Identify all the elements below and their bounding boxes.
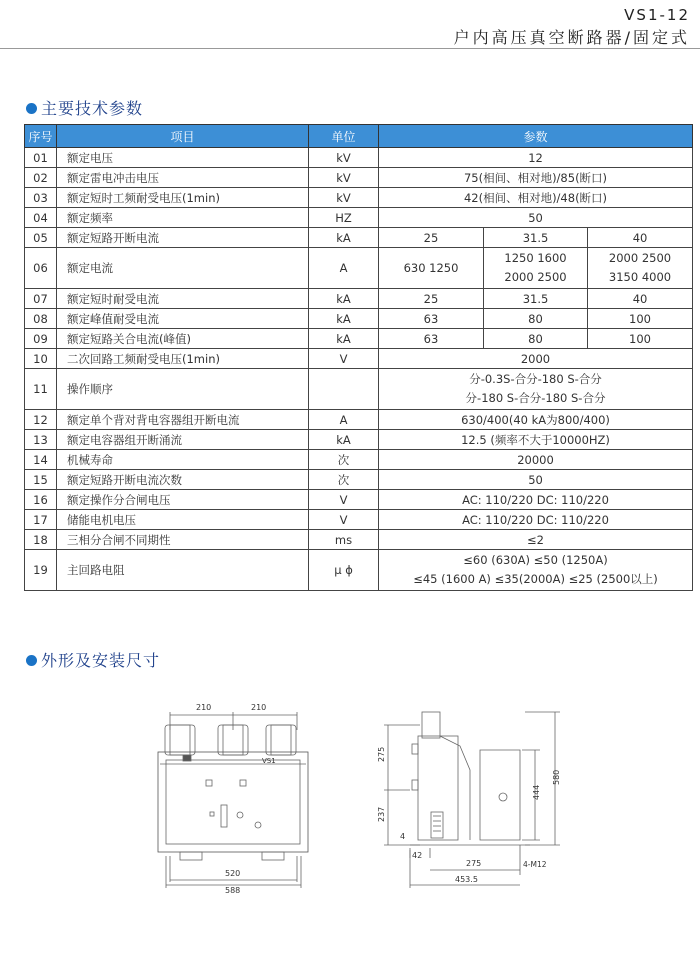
- section-title-text: 外形及安装尺寸: [41, 651, 161, 670]
- dim-42: 42: [412, 851, 423, 860]
- param-line: ≤45 (1600 A) ≤35(2000A) ≤25 (2500以上): [413, 572, 658, 586]
- row-item: 额定频率: [57, 208, 309, 228]
- dim-237: 237: [377, 806, 386, 822]
- row-unit: kV: [309, 168, 379, 188]
- table-row: [25, 530, 693, 550]
- row-param: 75(相间、相对地)/85(断口): [379, 168, 693, 188]
- dim-275-vertical: 275: [377, 746, 386, 762]
- param-line: 1250 1600: [504, 251, 567, 265]
- row-unit: V: [309, 349, 379, 369]
- row-number: 15: [25, 470, 57, 490]
- table-row: [25, 248, 693, 289]
- front-view-drawing: [158, 703, 308, 895]
- row-unit: A: [309, 248, 379, 289]
- table-row: [25, 450, 693, 470]
- row-item: 额定电压: [57, 148, 309, 168]
- row-unit: 次: [309, 450, 379, 470]
- row-number: 17: [25, 510, 57, 530]
- row-unit: kV: [309, 188, 379, 208]
- param-line: ≤60 (630A) ≤50 (1250A): [463, 553, 608, 567]
- row-param: [379, 369, 693, 410]
- row-number: 14: [25, 450, 57, 470]
- dim-4: 4: [400, 832, 406, 841]
- row-number: 11: [25, 369, 57, 410]
- row-item: 额定短时工频耐受电压(1min): [57, 188, 309, 208]
- row-item: 机械寿命: [57, 450, 309, 470]
- row-param: 12.5 (频率不大于10000HZ): [379, 430, 693, 450]
- row-param: 80: [484, 329, 588, 349]
- row-number: 13: [25, 430, 57, 450]
- param-line: 分-180 S-合分-180 S-合分: [465, 391, 606, 405]
- row-number: 09: [25, 329, 57, 349]
- row-item: 额定雷电冲击电压: [57, 168, 309, 188]
- table-row: [25, 329, 693, 349]
- table-row: [25, 309, 693, 329]
- table-row: [25, 410, 693, 430]
- row-param: 80: [484, 309, 588, 329]
- row-param: 20000: [379, 450, 693, 470]
- row-unit: kV: [309, 148, 379, 168]
- table-row: [25, 369, 693, 410]
- row-param: 63: [379, 329, 484, 349]
- spec-table-header: [25, 125, 693, 148]
- row-unit: kA: [309, 329, 379, 349]
- row-item: 三相分合闸不同期性: [57, 530, 309, 550]
- row-number: 07: [25, 289, 57, 309]
- dim-4-m12: 4-M12: [523, 860, 547, 869]
- row-unit: V: [309, 490, 379, 510]
- side-view-drawing: [377, 712, 561, 888]
- dim-444: 444: [532, 784, 541, 800]
- table-row: [25, 208, 693, 228]
- param-line: 3150 4000: [608, 270, 672, 284]
- row-number: 03: [25, 188, 57, 208]
- dim-210-left: 210: [196, 703, 212, 712]
- param-line: 630 1250: [403, 260, 459, 275]
- row-param: 40: [588, 289, 693, 309]
- row-unit: A: [309, 410, 379, 430]
- section-title-specs: [26, 96, 143, 119]
- row-param: 100: [588, 329, 693, 349]
- table-row: [25, 490, 693, 510]
- bullet-icon: [26, 103, 37, 114]
- front-view-label: VS1: [262, 757, 276, 765]
- row-param: 25: [379, 228, 484, 248]
- table-row: [25, 188, 693, 208]
- row-number: 08: [25, 309, 57, 329]
- row-item: 主回路电阻: [57, 550, 309, 591]
- table-row: [25, 550, 693, 591]
- table-row: [25, 470, 693, 490]
- row-param: 12: [379, 148, 693, 168]
- row-number: 04: [25, 208, 57, 228]
- row-item: 额定单个背对背电容器组开断电流: [57, 410, 309, 430]
- row-item: 额定电容器组开断涌流: [57, 430, 309, 450]
- header-divider: [0, 48, 700, 49]
- row-param: 630/400(40 kA为800/400): [379, 410, 693, 430]
- dim-520: 520: [225, 869, 241, 878]
- row-param: AC: 110/220 DC: 110/220: [379, 490, 693, 510]
- table-row: [25, 228, 693, 248]
- row-param: 50: [379, 208, 693, 228]
- row-number: 06: [25, 248, 57, 289]
- row-param: [588, 248, 693, 289]
- dim-453-5: 453.5: [455, 875, 478, 884]
- row-param: [379, 550, 693, 591]
- row-unit: HZ: [309, 208, 379, 228]
- table-row: [25, 510, 693, 530]
- row-item: 额定电流: [57, 248, 309, 289]
- row-number: 10: [25, 349, 57, 369]
- row-item: 储能电机电压: [57, 510, 309, 530]
- table-row: [25, 148, 693, 168]
- row-item: 二次回路工频耐受电压(1min): [57, 349, 309, 369]
- row-param: ≤2: [379, 530, 693, 550]
- bullet-icon: [26, 655, 37, 666]
- page-header: [454, 6, 690, 48]
- product-model: VS1-12: [624, 6, 690, 24]
- dim-588: 588: [225, 886, 241, 895]
- table-row: [25, 168, 693, 188]
- row-param: 50: [379, 470, 693, 490]
- row-item: 操作顺序: [57, 369, 309, 410]
- row-param: 63: [379, 309, 484, 329]
- section-title-text: 主要技术参数: [41, 99, 144, 118]
- row-unit: V: [309, 510, 379, 530]
- dimension-drawings: [0, 680, 700, 910]
- row-number: 05: [25, 228, 57, 248]
- row-unit: ms: [309, 530, 379, 550]
- row-unit: kA: [309, 289, 379, 309]
- row-unit: kA: [309, 309, 379, 329]
- row-unit: 次: [309, 470, 379, 490]
- row-param: 42(相间、相对地)/48(断口): [379, 188, 693, 208]
- row-param: 25: [379, 289, 484, 309]
- row-param: AC: 110/220 DC: 110/220: [379, 510, 693, 530]
- param-line: 2000 2500: [504, 270, 567, 284]
- row-number: 16: [25, 490, 57, 510]
- row-unit: μ ϕ: [309, 550, 379, 591]
- row-item: 额定操作分合闸电压: [57, 490, 309, 510]
- dim-210-right: 210: [251, 703, 267, 712]
- row-param: 2000: [379, 349, 693, 369]
- row-unit: kA: [309, 228, 379, 248]
- row-number: 01: [25, 148, 57, 168]
- col-header-no: 序号: [25, 125, 57, 148]
- dim-275-horizontal: 275: [466, 859, 482, 868]
- row-param: [379, 248, 484, 289]
- row-param: 31.5: [484, 289, 588, 309]
- row-item: 额定短路关合电流(峰值): [57, 329, 309, 349]
- spec-table: [24, 124, 693, 591]
- table-row: [25, 430, 693, 450]
- row-number: 12: [25, 410, 57, 430]
- row-number: 02: [25, 168, 57, 188]
- row-param: 31.5: [484, 228, 588, 248]
- product-subtitle: 户内高压真空断路器/固定式: [453, 28, 690, 47]
- row-item: 额定短路开断电流次数: [57, 470, 309, 490]
- dim-580: 580: [552, 769, 561, 785]
- row-number: 19: [25, 550, 57, 591]
- row-unit: kA: [309, 430, 379, 450]
- row-param: 100: [588, 309, 693, 329]
- table-row: [25, 349, 693, 369]
- row-param: [484, 248, 588, 289]
- row-number: 18: [25, 530, 57, 550]
- section-title-dimensions: [26, 648, 160, 671]
- row-item: 额定短时耐受电流: [57, 289, 309, 309]
- row-item: 额定短路开断电流: [57, 228, 309, 248]
- param-line: 2000 2500: [608, 251, 672, 265]
- row-param: 40: [588, 228, 693, 248]
- col-header-params: 参数: [379, 125, 693, 148]
- row-unit: [309, 369, 379, 410]
- row-item: 额定峰值耐受电流: [57, 309, 309, 329]
- col-header-item: 项目: [57, 125, 309, 148]
- col-header-unit: 单位: [309, 125, 379, 148]
- table-row: [25, 289, 693, 309]
- param-line: 分-0.3S-合分-180 S-合分: [469, 372, 602, 386]
